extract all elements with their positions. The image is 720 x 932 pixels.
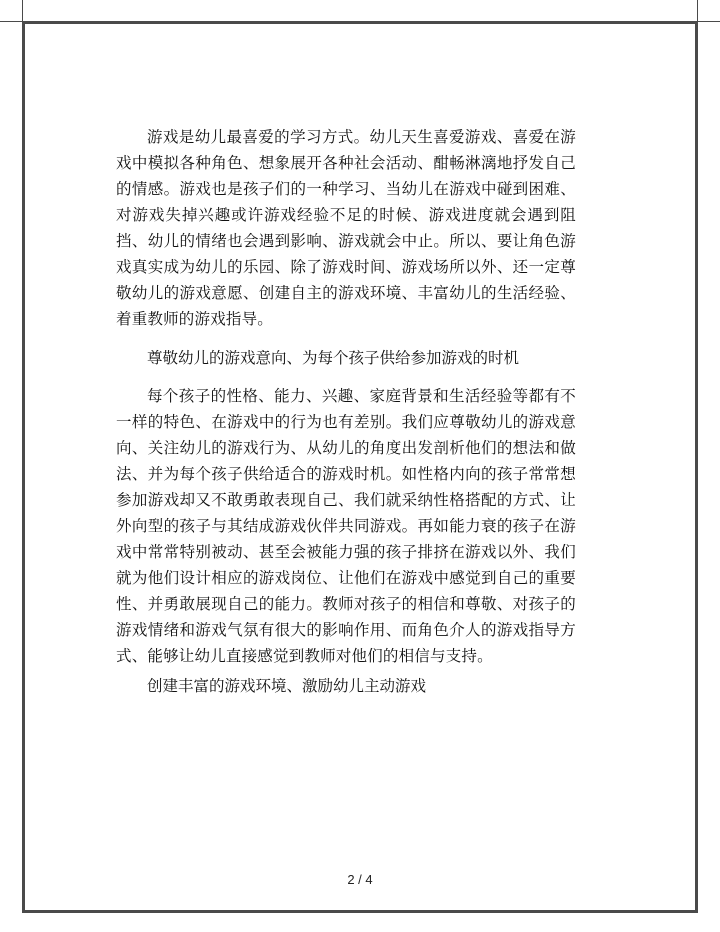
section-heading-respect-intentions: 尊敬幼儿的游戏意向、为每个孩子供给参加游戏的时机 [147, 349, 520, 367]
crop-mark-top-right-horizontal [698, 21, 720, 22]
page-number: 2 / 4 [347, 872, 373, 887]
crop-mark-top-left-horizontal [0, 21, 22, 22]
crop-mark-top-right-vertical [697, 0, 698, 21]
paragraph-respect-intentions: 每个孩子的性格、能力、兴趣、家庭背景和生活经验等都有不一样的特色、在游戏中的行为也有差别。我们应尊敬幼儿的游戏意向、关注幼儿的游戏行为、从幼儿的角度出发剖析他们的想法和做法、并为每个孩子供给适合的游戏时机。如性格内向的孩子常常想参加游戏却又不敢勇敢表现自己、我们就采纳性格搭配的方式、让外向型的孩子与其结成游戏伙伴共同游戏。再如能力衰的孩子在游戏中常常特别被动、甚至会被能力强的孩子排挤在游戏以外、我们就为他们设计相应的游戏岗位、让他们在游戏中感觉到自己的重要性、并勇敢展现自己的能力。教师对孩子的相信和尊敬、对孩子的游戏情绪和游戏气氛有很大的影响作用、而角色介人的游戏指导方式、能够让幼儿直接感觉到教师对他们的相信与支持。 [116, 387, 576, 665]
paragraph-intro: 游戏是幼儿最喜爱的学习方式。幼儿天生喜爱游戏、喜爱在游戏中模拟各种角色、想象展开各种社会活动、酣畅淋漓地抒发自己的情感。游戏也是孩子们的一种学习、当幼儿在游戏中碰到困难、对游戏失掉兴趣或许游戏经验不足的时候、游戏进度就会遇到阻挡、幼儿的情绪也会遇到影响、游戏就会中止。所以、要让角色游戏真实成为幼儿的乐园、除了游戏时间、游戏场所以外、还一定尊敬幼儿的游戏意愿、创建自主的游戏环境、丰富幼儿的生活经验、着重教师的游戏指导。 [116, 128, 576, 328]
crop-mark-top-left-vertical [22, 0, 23, 21]
document-body [116, 124, 576, 699]
section-heading-rich-environment: 创建丰富的游戏环境、激励幼儿主动游戏 [147, 677, 427, 695]
